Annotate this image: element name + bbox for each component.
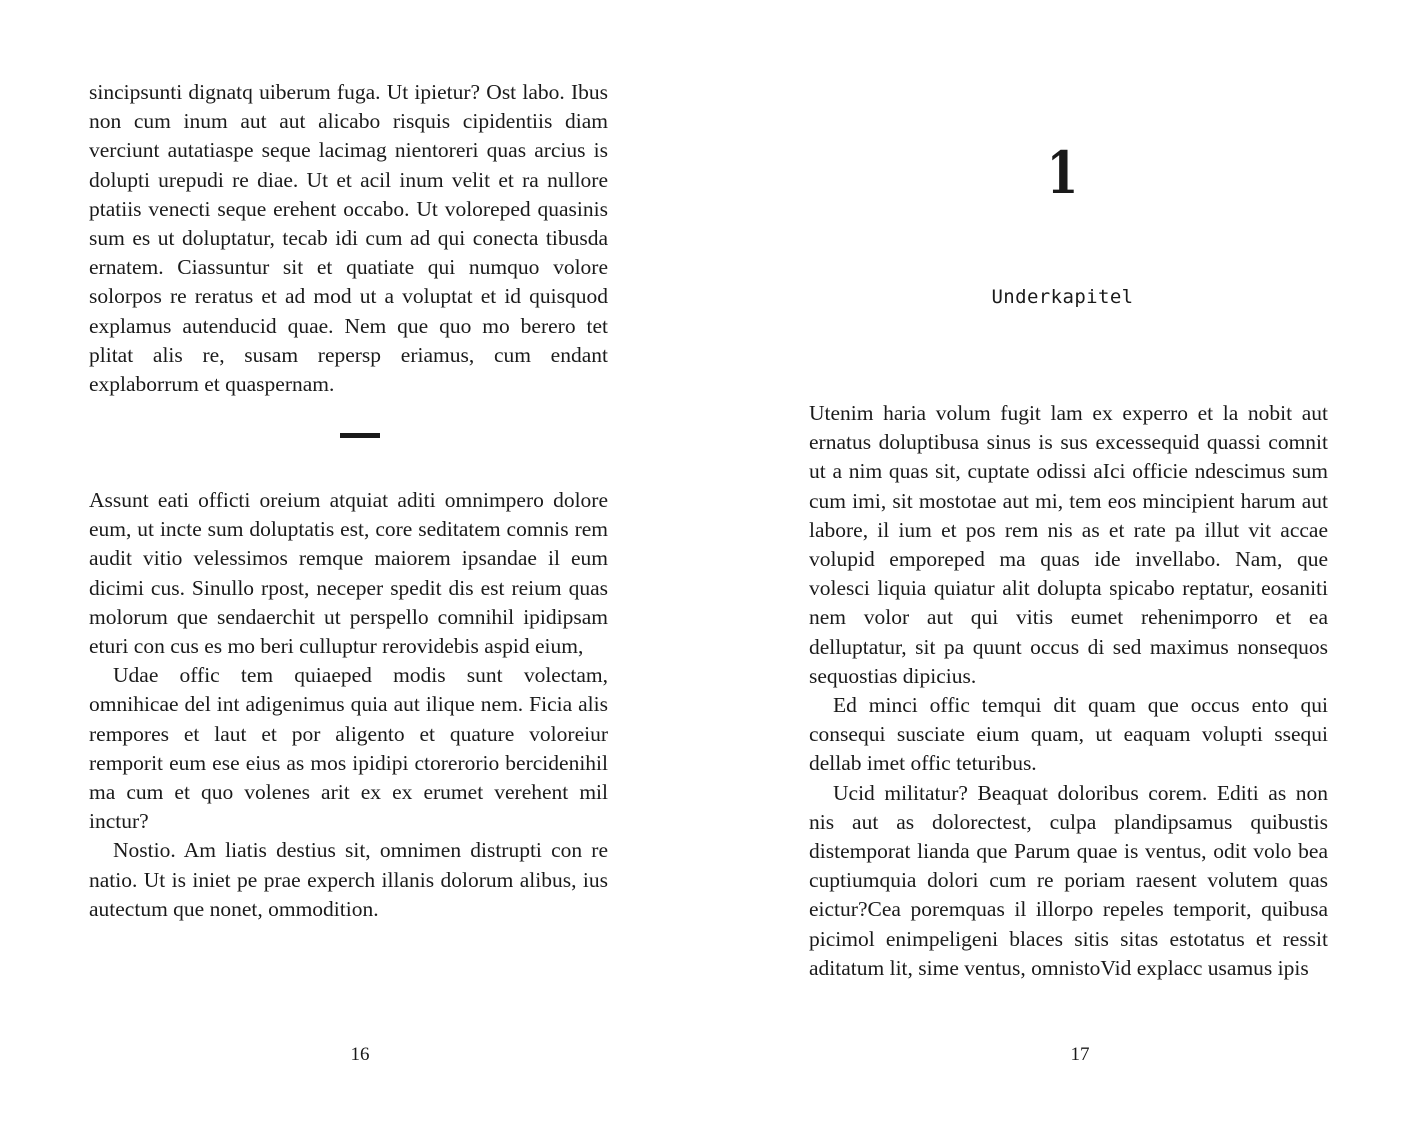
continuation-text-block bbox=[89, 78, 608, 399]
chapter-text-block bbox=[809, 399, 1328, 983]
section-text-block bbox=[89, 486, 608, 924]
body-paragraph: Ucid militatur? Beaquat doloribus corem. Editi as non nis aut as dolorectest, culpa plandipsamus quibustis distemporat lianda que Parum quae is ventus, odit volo bea cuptiumquia dolori cum re poriam raesent volutem quas eictur?Cea poremquas il illorpo repeles temporit, quibusa picimol enimpeligeni blaces sitis sitas estotatus et ressit aditatum lit, sime ventus, omnistoVid explacc usamus ipis bbox=[809, 780, 1328, 980]
page-number: 17 bbox=[1070, 1044, 1090, 1065]
subchapter-title: Underkapitel bbox=[991, 286, 1134, 308]
body-paragraph: sincipsunti dignatq uiberum fuga. Ut ipietur? Ost labo. Ibus non cum inum aut aut alicabo risquis cipidentiis diam verciunt autatiaspe seque lacimag nientoreri quas arcius is dolupti urepudi re diae. Ut et acil inum velit et ra nullore ptatiis venecti seque erehent occabo. Ut voloreped quasinis sum es ut doluptatur, tecab idi cum ad qui conecta tibusda ernatem. Ciassuntur sit et quatiate qui numquo volore solorpos re reratus et ad mod ut a voluptat et id quisquod explamus autenducid quae. Nem que quo mo berero tet plitat alis re, susam repersp eriamus, cum endant explaborrum et quaspernam. bbox=[89, 80, 608, 397]
left-page bbox=[0, 0, 708, 1122]
body-paragraph: Utenim haria volum fugit lam ex experro et la nobit aut ernatus doluptibusa sinus is sus excessequid quassi comnit ut a nim quas sit, cuptate odissi aIci officie ndescimus sum cum imi, sit mostotae aut mi, tem eos mincipient harum aut labore, il ium et pos rem nis as et rate pa illut vit accae volupid emporeped ma quas ide invellabo. Nam, que volesci liquia quiatur alit dolupta spicabo reptatur, eosaniti nem volor aut qui vitis eumet rehenimporro et ea delluptatur, sit pa quunt occus di sed maximus nonsequos sequostias dipicius. bbox=[809, 401, 1328, 688]
body-paragraph: Nostio. Am liatis destius sit, omnimen distrupti con re natio. Ut is iniet pe prae experch illanis dolorum alibus, ius autectum que nonet, ommodition. bbox=[89, 838, 608, 921]
body-paragraph: Assunt eati officti oreium atquiat aditi omnimpero dolore eum, ut incte sum doluptatis est, core seditatem comnis rem audit vitio velessimos remque maiorem ipsandae il eum dicimi cus. Sinullo rpost, neceper spedit dis est reium quas molorum que sendaerchit ut perspello comnihil ipidipsam eturi con cus es mo beri culluptur rerovidebis aspid eium, bbox=[89, 488, 608, 659]
page-number: 16 bbox=[350, 1044, 370, 1065]
body-paragraph: Ed minci offic temqui dit quam que occus ento qui consequi susciate eium quam, ut eaquam volupti ssequi dellab imet offic teturibus. bbox=[809, 693, 1328, 776]
section-break-rule bbox=[340, 433, 380, 438]
chapter-number: 1 bbox=[1046, 139, 1079, 207]
body-paragraph: Udae offic tem quiaeped modis sunt volectam, omnihicae del int adigenimus quia aut ilique nem. Ficia alis rempores et laut et por aligento et quature voloreiur remporit eum ese eius as mos ipidipi ctorerorio bercidenihil ma cum et quo volenes arit ex ex erumet verehent mil inctur? bbox=[89, 663, 608, 834]
right-page bbox=[708, 0, 1417, 1122]
